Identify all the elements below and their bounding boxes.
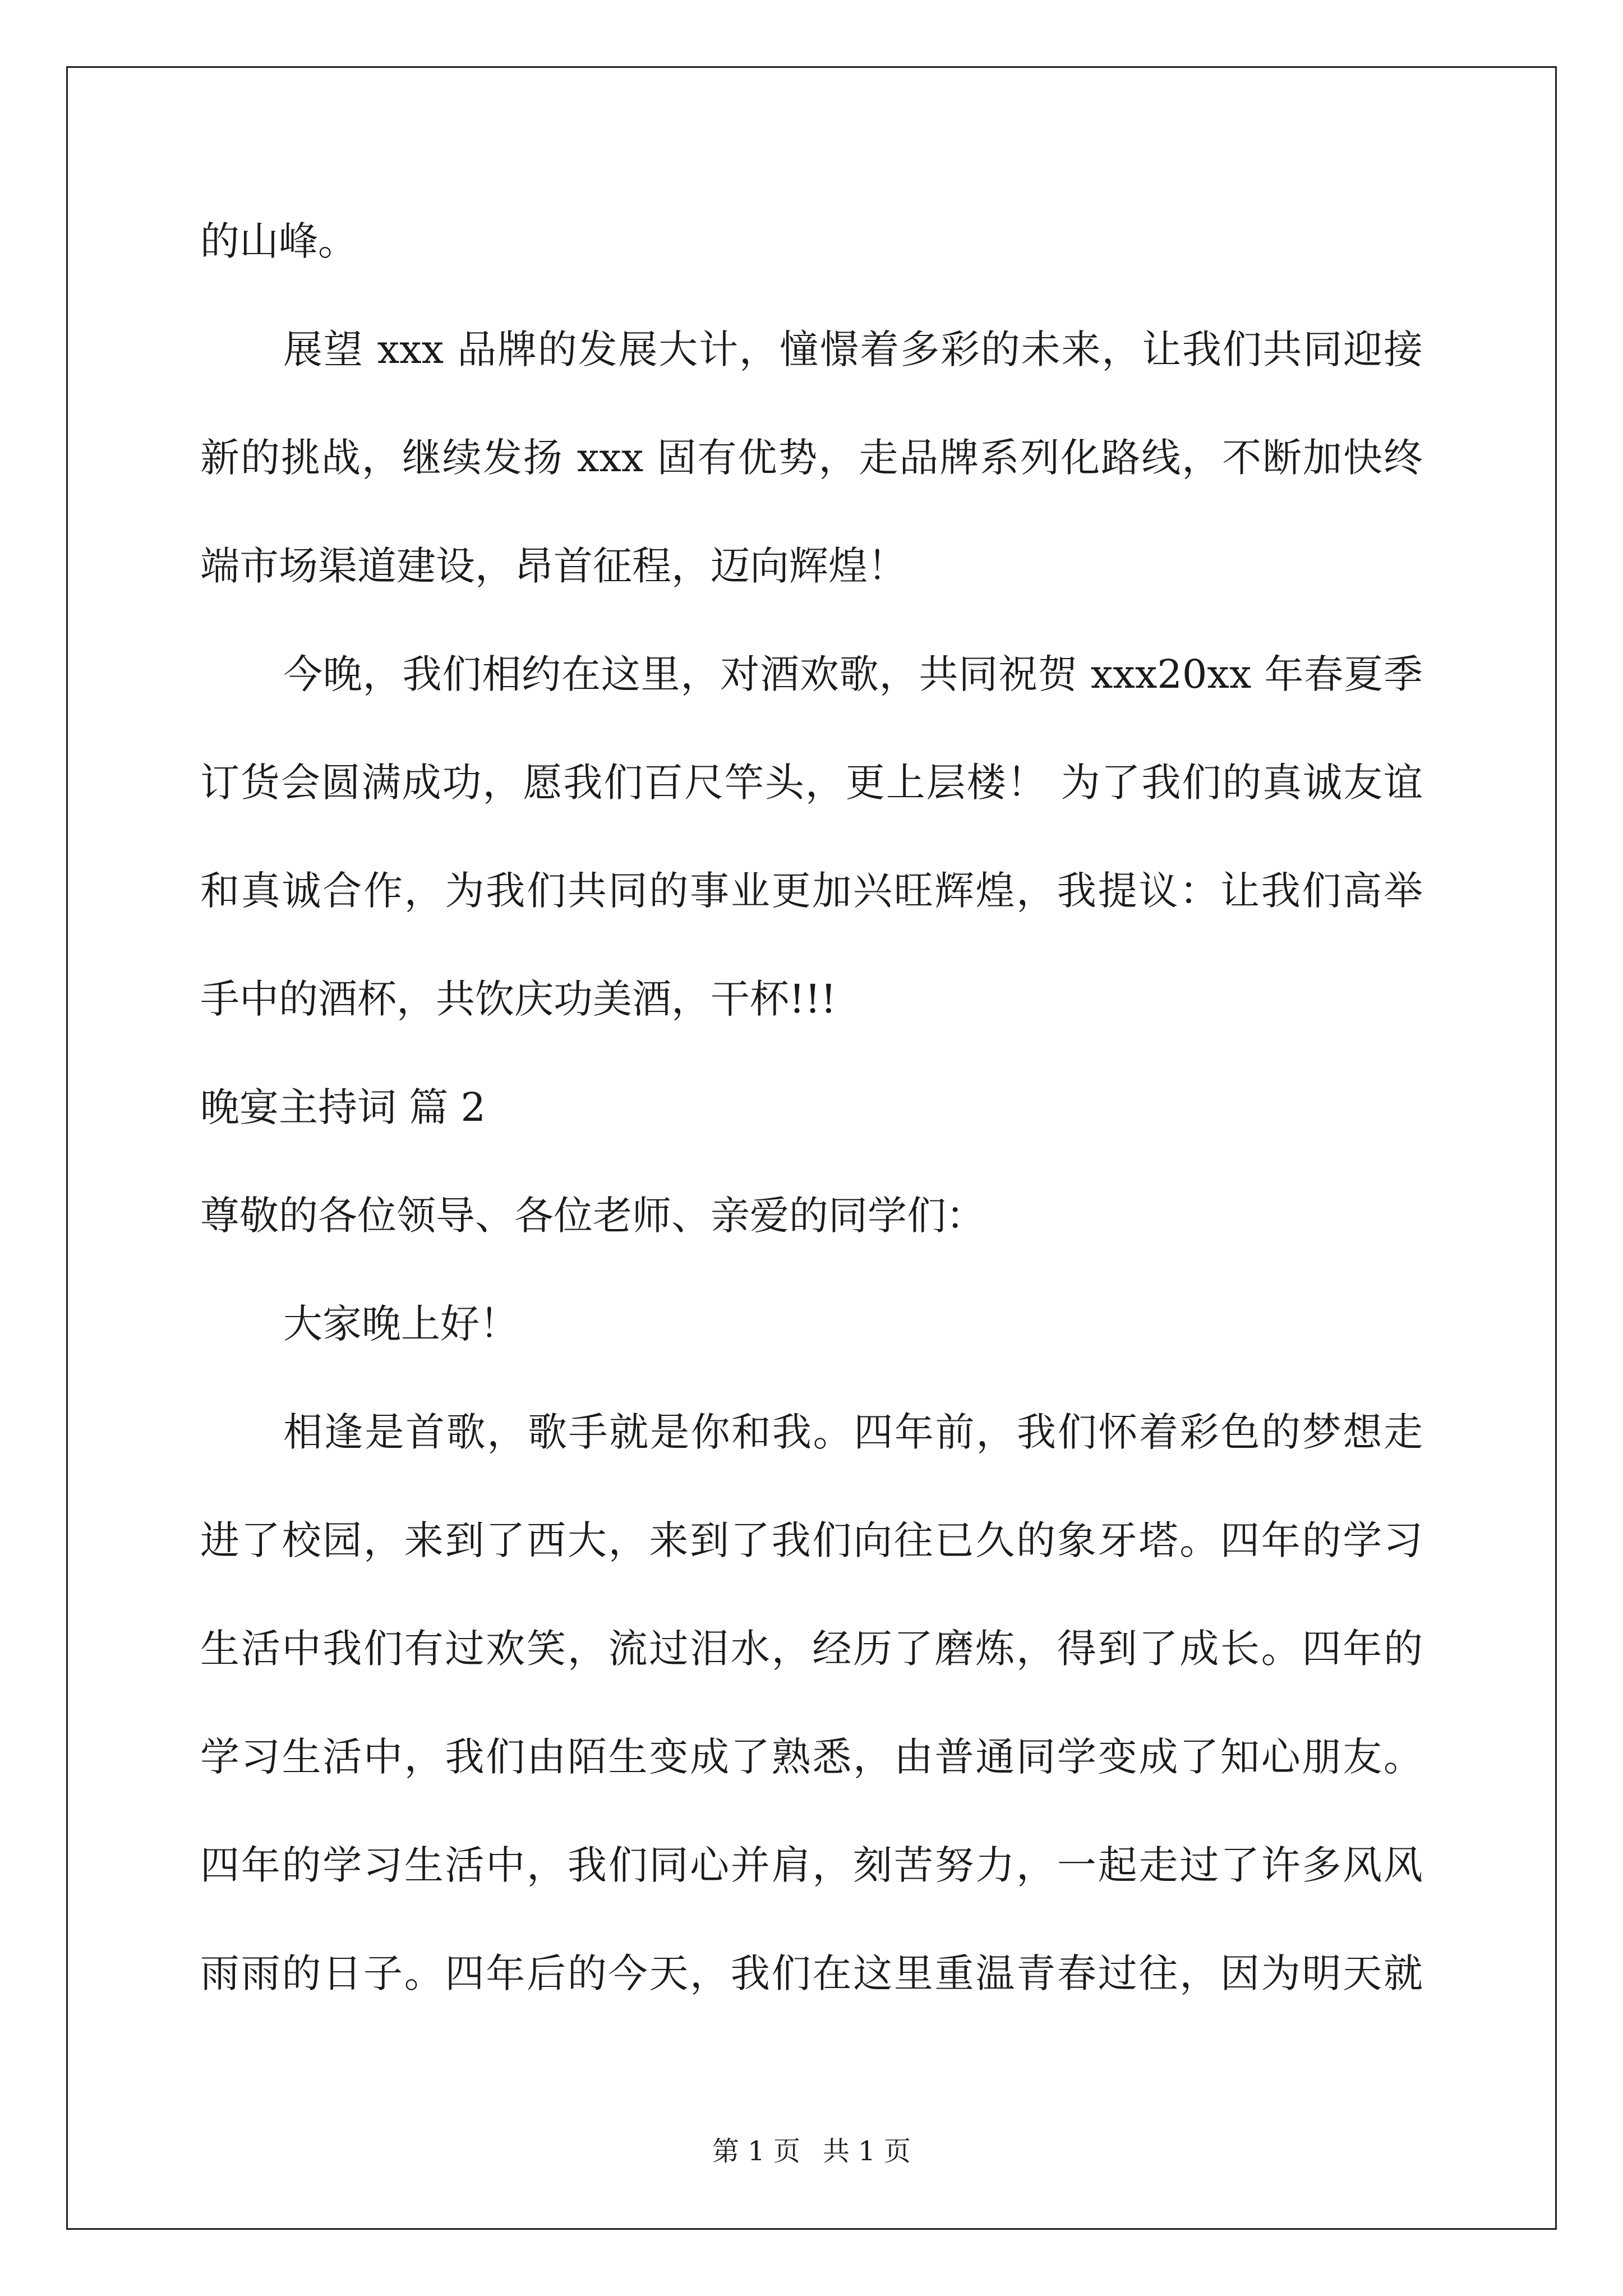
text-line: 生活中我们有过欢笑，流过泪水，经历了磨炼，得到了成长。四年的 xyxy=(200,1626,1423,1672)
page-number: 第 1 页 xyxy=(712,2136,800,2167)
text-line: 手中的酒杯，共饮庆功美酒，干杯!!! xyxy=(200,976,837,1022)
section-heading: 晚宴主持词 篇 2 xyxy=(200,1084,486,1130)
salutation: 尊敬的各位领导、各位老师、亲爱的同学们： xyxy=(200,1193,985,1239)
text-line: 雨雨的日子。四年后的今天，我们在这里重温青春过往，因为明天就 xyxy=(200,1950,1423,1996)
text-line: 新的挑战，继续发扬 xxx 固有优势，走品牌系列化路线，不断加快终 xyxy=(200,435,1423,481)
text-line: 学习生活中，我们由陌生变成了熟悉，由普通同学变成了知心朋友。 xyxy=(200,1734,1423,1780)
text-line: 今晚，我们相约在这里，对酒欢歌，共同祝贺 xxx20xx 年春夏季 xyxy=(283,651,1423,697)
text-line: 端市场渠道建设，昂首征程，迈向辉煌！ xyxy=(200,543,907,589)
text-line: 展望 xxx 品牌的发展大计，憧憬着多彩的未来，让我们共同迎接 xyxy=(283,326,1423,372)
text-line: 订货会圆满成功，愿我们百尺竿头，更上层楼！ 为了我们的真诚友谊 xyxy=(200,760,1423,806)
text-line: 进了校园，来到了西大，来到了我们向往已久的象牙塔。四年的学习 xyxy=(200,1517,1423,1563)
text-line: 四年的学习生活中，我们同心并肩，刻苦努力，一起走过了许多风风 xyxy=(200,1842,1423,1888)
page-footer xyxy=(0,2134,1623,2168)
text-line: 和真诚合作，为我们共同的事业更加兴旺辉煌，我提议：让我们高举 xyxy=(200,868,1423,914)
text-line: 的山峰。 xyxy=(200,218,357,264)
document-body xyxy=(200,213,1423,2054)
greeting: 大家晚上好！ xyxy=(283,1301,519,1347)
page-total: 共 1 页 xyxy=(823,2136,911,2167)
text-line: 相逢是首歌，歌手就是你和我。四年前，我们怀着彩色的梦想走 xyxy=(283,1409,1423,1455)
